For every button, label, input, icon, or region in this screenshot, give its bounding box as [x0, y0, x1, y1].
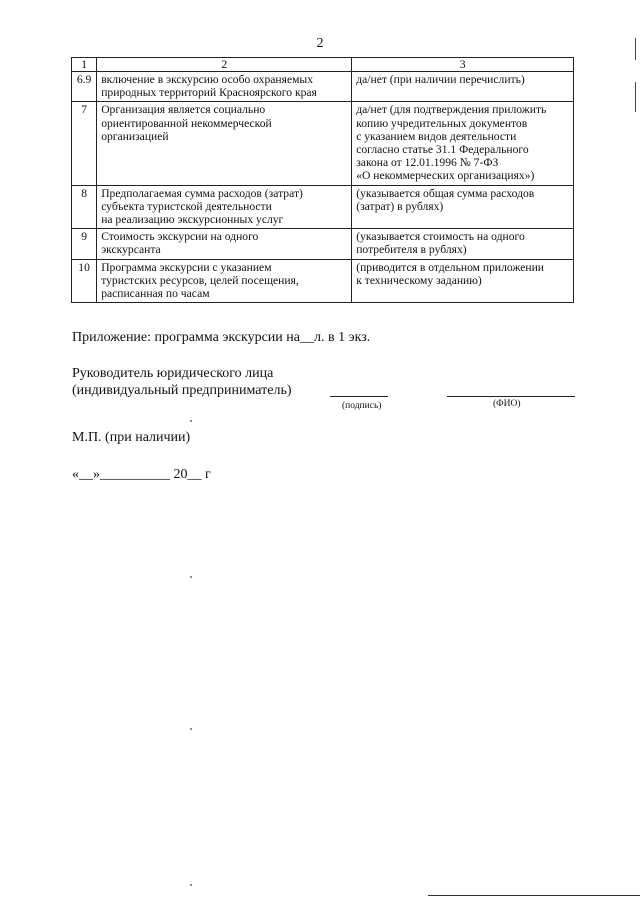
- table-row: [72, 102, 574, 185]
- scan-speck: [190, 420, 192, 422]
- scan-speck: [190, 728, 192, 730]
- value-line: (затрат) в рублях): [356, 199, 444, 213]
- description-line: включение в экскурсию особо охраняемых: [101, 73, 314, 86]
- description-line: расписанная по часам: [101, 287, 210, 301]
- header-cell-2: 2: [97, 58, 352, 72]
- row-description-cell: [97, 229, 352, 259]
- stamp-note: М.П. (при наличии): [72, 430, 191, 445]
- value-line: копию учредительных документов: [356, 116, 528, 130]
- row-number-cell: 7: [72, 102, 97, 185]
- row-description-cell: [97, 72, 352, 102]
- table-row: [72, 259, 574, 303]
- value-line: (указывается общая сумма расходов: [356, 186, 535, 200]
- header-cell-3: 3: [352, 58, 574, 72]
- value-line: (приводится в отдельном приложении: [356, 260, 545, 274]
- row-number-cell: 10: [72, 259, 97, 303]
- row-description-cell: [97, 259, 352, 303]
- row-value-cell: [352, 72, 574, 102]
- description-line: на реализацию экскурсионных услуг: [101, 213, 284, 227]
- footer-rule: [428, 895, 640, 896]
- table-header-row: [72, 58, 574, 72]
- value-line: «О некоммерческих организациях»): [356, 169, 535, 183]
- row-value-cell: [352, 229, 574, 259]
- scan-edge-mark: [635, 38, 636, 60]
- description-line: туристских ресурсов, целей посещения,: [101, 273, 299, 287]
- name-caption: (ФИО): [493, 399, 521, 409]
- head-title: Руководитель юридического лица: [72, 366, 274, 381]
- value-line: потребителя в рублях): [356, 243, 467, 257]
- scan-edge-mark: [635, 82, 636, 112]
- appendix-note: Приложение: программа экскурсии на__л. в 1 экз.: [72, 330, 371, 345]
- row-number-cell: 9: [72, 229, 97, 259]
- description-line: Организация является социально: [101, 103, 266, 117]
- description-line: организацией: [101, 129, 169, 143]
- description-line: Программа экскурсии с указанием: [101, 260, 272, 274]
- value-line: (указывается стоимость на одного: [356, 230, 525, 244]
- description-line: субъекта туристской деятельности: [101, 199, 272, 213]
- value-line: закона от 12.01.1996 № 7-ФЗ: [356, 156, 499, 170]
- signature-line: [330, 396, 388, 397]
- value-line: согласно статье 31.1 Федерального: [356, 143, 529, 157]
- row-number-cell: 8: [72, 185, 97, 229]
- page-number: 2: [316, 36, 324, 51]
- value-line: с указанием видов деятельности: [356, 129, 517, 143]
- value-line: да/нет (при наличии перечислить): [356, 73, 525, 86]
- row-description-cell: [97, 102, 352, 185]
- table-row: [72, 185, 574, 229]
- row-description-cell: [97, 185, 352, 229]
- row-value-cell: [352, 185, 574, 229]
- description-line: Стоимость экскурсии на одного: [101, 230, 259, 244]
- scan-speck: [190, 884, 192, 886]
- date-line: «__»__________ 20__ г: [72, 467, 211, 482]
- value-line: к техническому заданию): [356, 273, 482, 287]
- row-value-cell: [352, 259, 574, 303]
- specification-table: [71, 57, 574, 303]
- description-line: экскурсанта: [101, 243, 161, 257]
- description-line: природных территорий Красноярского края: [101, 86, 317, 100]
- row-value-cell: [352, 102, 574, 185]
- signature-caption: (подпись): [342, 401, 382, 411]
- header-cell-1: 1: [72, 58, 97, 72]
- description-line: ориентированной некоммерческой: [101, 116, 272, 130]
- description-line: Предполагаемая сумма расходов (затрат): [101, 186, 303, 200]
- name-line: [447, 396, 575, 397]
- scan-speck: [190, 576, 192, 578]
- head-subtitle: (индивидуальный предприниматель): [72, 383, 292, 398]
- value-line: да/нет (для подтверждения приложить: [356, 103, 547, 117]
- table-row: [72, 229, 574, 259]
- table-row: [72, 72, 574, 102]
- row-number-cell: 6.9: [72, 72, 97, 102]
